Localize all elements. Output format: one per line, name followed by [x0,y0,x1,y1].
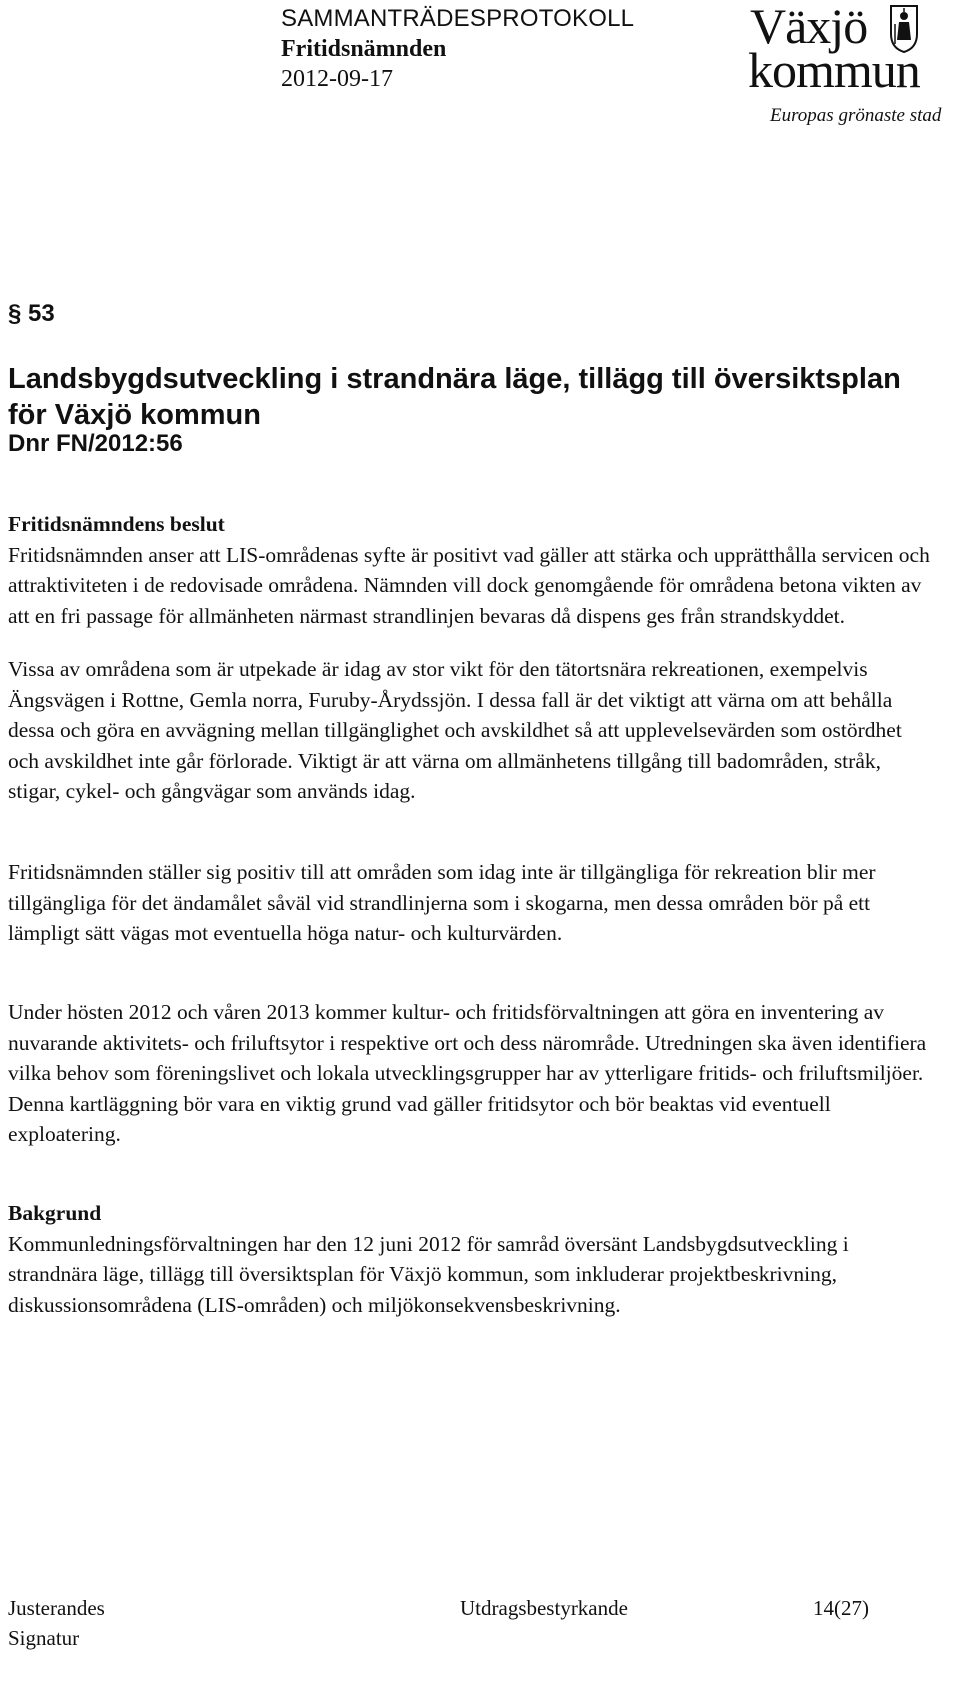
decision-paragraph: Under hösten 2012 och våren 2013 kommer kultur- och fritidsförvaltningen att göra en inventering av nuvarande aktivitets- och friluftsytor i respektive ort och dess närområde. Utredningen ska även identifiera vilka behov som föreningslivet och lokala utvecklingsgrupper har av ytterligare fritids- och friluftsmiljöer. Denna kartläggning bör vara en viktig grund vad gäller fritidsytor och bör beaktas vid eventuell exploatering. [8,1000,927,1146]
logo-tagline: Europas grönaste stad [770,105,942,126]
decision-paragraph: Fritidsnämnden ställer sig positiv till att områden som idag inte är tillgängliga för rekreation blir mer tillgängliga för det ändamålet såväl vid strandlinjerna som i skogarna, men dessa områden bör på ett lämpligt sätt vägas mot eventuella höga natur- och kulturvärden. [8,860,876,945]
section-number: § 53 [8,300,55,327]
justerandes-label: Justerandes [8,1596,105,1620]
signatur-label: Signatur [8,1626,80,1650]
signature-field [8,1593,105,1653]
page-number: 14(27) [813,1596,869,1620]
diary-number: Dnr FN/2012:56 [8,430,183,457]
decision-heading: Fritidsnämndens beslut [8,512,225,536]
protocol-title: SAMMANTRÄDESPROTOKOLL [281,5,635,32]
logo-line2: kommun [748,42,920,98]
logo-line1: Växjö [750,0,868,54]
page-title: Landsbygdsutveckling i strandnära läge, tillägg till översiktsplan för Växjö kommun [8,363,901,431]
utdragsbestyrkande-label: Utdragsbestyrkande [460,1596,628,1620]
vaxjo-logo [748,0,960,140]
background-section [8,1198,938,1320]
background-heading: Bakgrund [8,1201,102,1225]
decision-section [8,509,938,631]
page-footer [8,1585,938,1655]
document-header [281,4,634,94]
background-paragraph: Kommunledningsförvaltningen har den 12 juni 2012 för samråd översänt Landsbygdsutveckling i strandnära läge, tillägg till översiktsplan för Växjö kommun, som inkluderar projektbeskrivning, diskussionsområdena (LIS-områden) och miljökonsekvensbeskrivning. [8,1231,849,1317]
decision-paragraph: Vissa av områdena som är utpekade är idag av stor vikt för den tätortsnära rekreationen, exempelvis Ängsvägen i Rottne, Gemla norra, Furuby-Årydssjön. I dessa fall är det viktigt att värna om att behålla dessa och göra en avvägning mellan tillgänglighet och avskildhet så att upplevelsevärden som ostördhet och avskildhet inte går förlorade. Viktigt är att värna om allmänhetens tillgång till badområden, stråk, stigar, cykel- och gångvägar som används idag. [8,657,902,803]
committee-name: Fritidsnämnden [281,36,447,62]
meeting-date: 2012-09-17 [281,66,393,92]
decision-paragraph: Fritidsnämnden anser att LIS-områdenas syfte är positivt vad gäller att stärka och upprätthålla servicen och attraktiviteten i de redovisade områdena. Nämnden vill dock genomgående för områdena betona vikten av att en fri passage för allmänheten närmast strandlinjen bevaras då dispens ges från strandskyddet. [8,542,930,628]
coat-of-arms-icon [889,4,919,54]
